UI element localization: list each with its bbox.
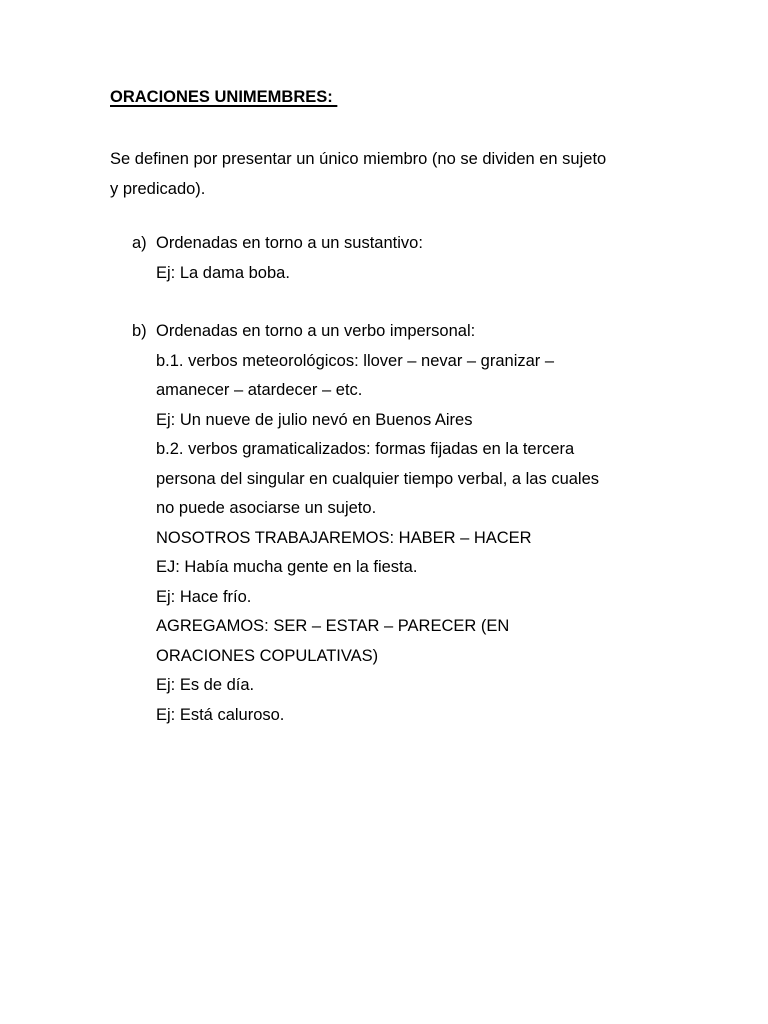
example-line: Ej: Está caluroso.: [156, 705, 285, 724]
list-line: Ordenadas en torno a un verbo impersonal:: [156, 322, 476, 340]
list-item-body: [156, 317, 652, 730]
page-title: ORACIONES UNIMEMBRES:: [110, 88, 338, 106]
intro-line: Se definen por presentar un único miembro (no se dividen en sujeto: [110, 150, 607, 168]
example-line: Ej: Es de día.: [156, 676, 255, 694]
list-line: no puede asociarse un sujeto.: [156, 499, 377, 517]
example-line: Ej: Hace frío.: [156, 587, 252, 606]
list-line: AGREGAMOS: SER – ESTAR – PARECER (EN: [156, 617, 510, 635]
list-line: b.1. verbos meteorológicos: llover – nevar – granizar –: [156, 351, 555, 370]
list-marker: a): [132, 234, 147, 252]
list-line: ORACIONES COPULATIVAS): [156, 646, 379, 665]
list-item-a: [132, 229, 652, 288]
list-marker: b): [132, 322, 147, 340]
list-line: persona del singular en cualquier tiempo verbal, a las cuales: [156, 469, 600, 488]
example-line: Ej: Un nueve de julio nevó en Buenos Aires: [156, 410, 473, 429]
example-line: Ej: La dama boba.: [156, 263, 290, 282]
intro-paragraph: [110, 145, 670, 204]
example-line: EJ: Había mucha gente en la fiesta.: [156, 558, 418, 576]
list-line: b.2. verbos gramaticalizados: formas fijadas en la tercera: [156, 440, 575, 458]
list-line: Ordenadas en torno a un sustantivo:: [156, 234, 423, 252]
list-item-b: [132, 317, 652, 730]
list-line: amanecer – atardecer – etc.: [156, 381, 363, 399]
intro-line: y predicado).: [110, 179, 206, 198]
list-line: NOSOTROS TRABAJAREMOS: HABER – HACER: [156, 528, 532, 547]
list-item-body: [156, 229, 652, 288]
